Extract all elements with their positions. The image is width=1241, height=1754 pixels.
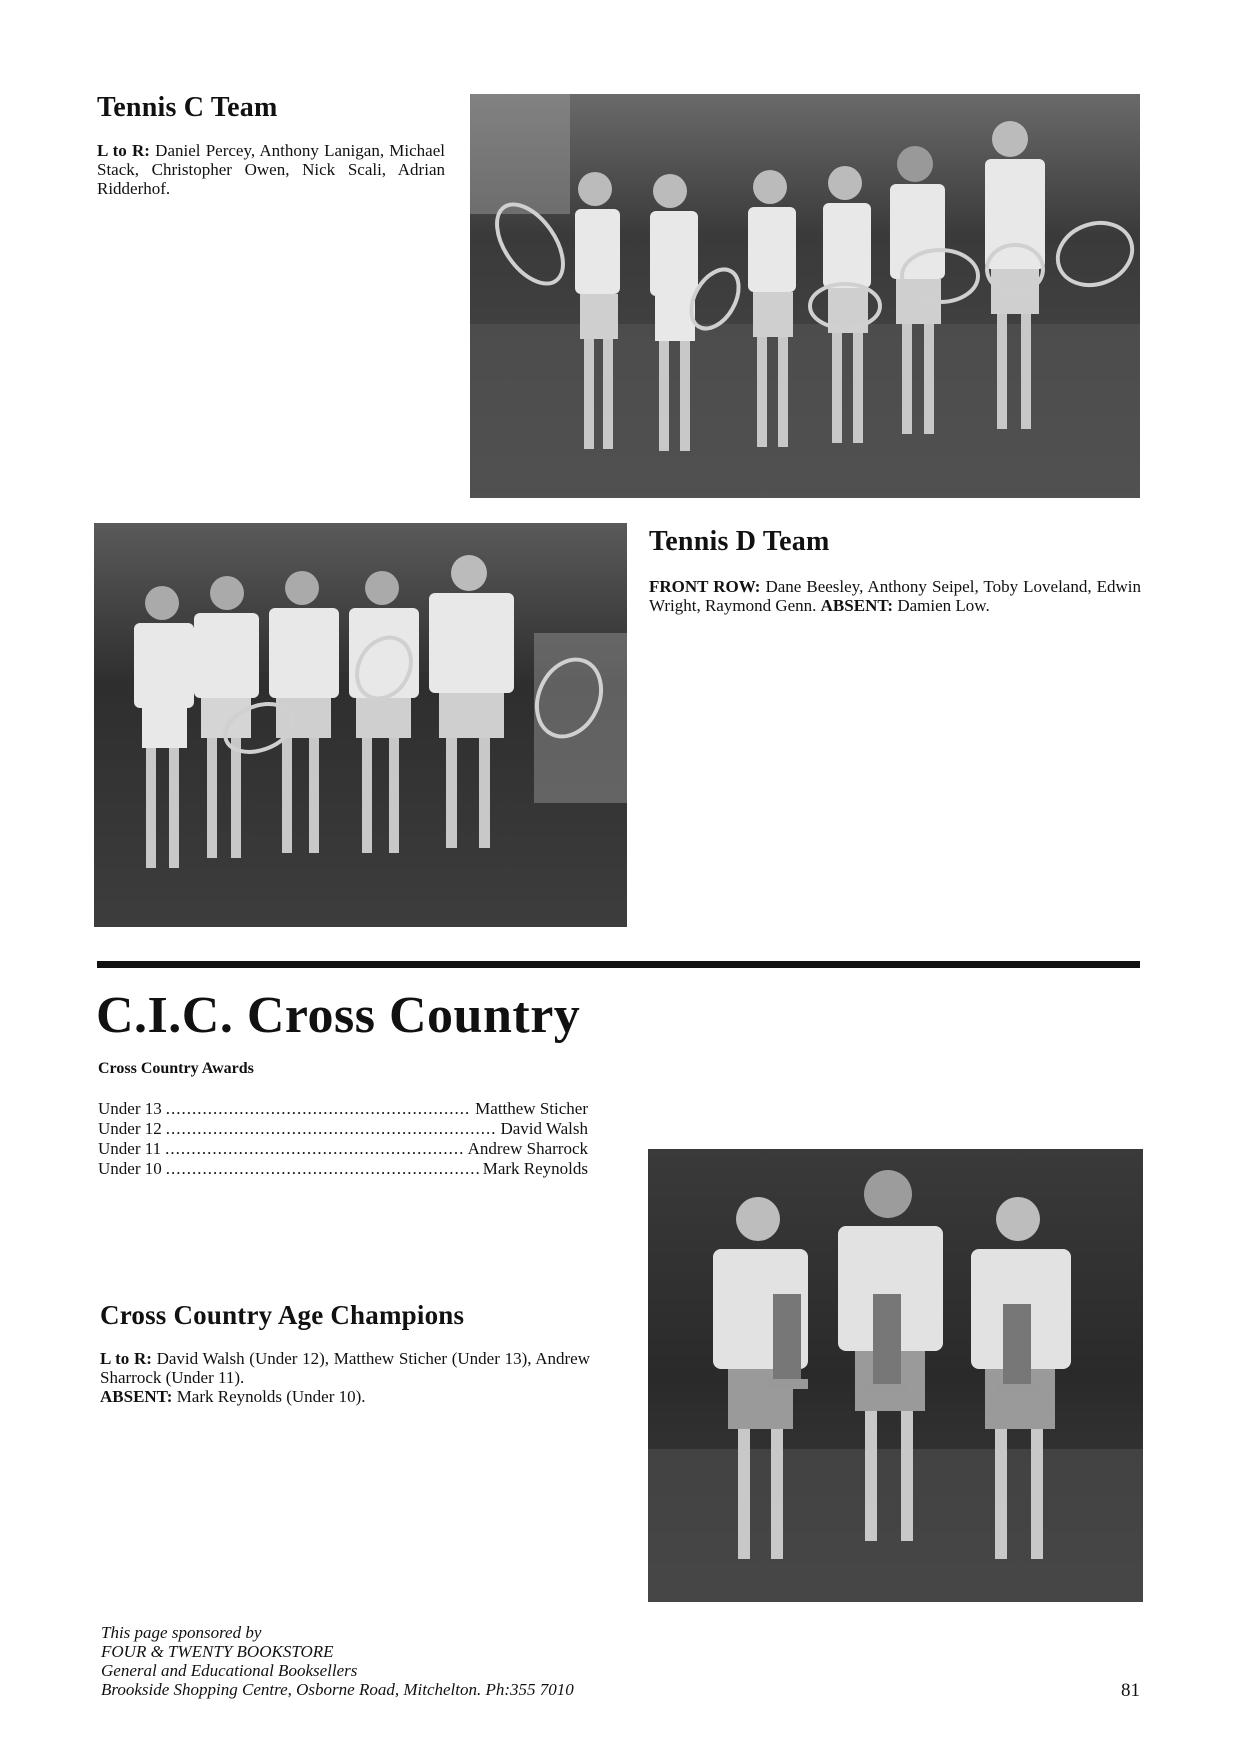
tennis-d-absent-label: ABSENT: bbox=[820, 596, 894, 615]
champions-label: L to R: bbox=[100, 1349, 152, 1368]
tennis-d-title: Tennis D Team bbox=[649, 526, 830, 557]
tennis-c-caption-label: L to R: bbox=[97, 141, 150, 160]
champions-title: Cross Country Age Champions bbox=[100, 1300, 465, 1330]
sponsor-line: General and Educational Booksellers bbox=[101, 1661, 358, 1680]
leader-dots bbox=[166, 1119, 497, 1139]
awards-list bbox=[98, 1099, 588, 1179]
champions-text: David Walsh (Under 12), Matthew Sticher (Under 13), Andrew Sharrock (Under 11). bbox=[100, 1349, 591, 1387]
tennis-d-front-text: Dane Beesley, Anthony Seipel, Toby Loveland, Edwin Wright, Raymond Genn. bbox=[649, 577, 1141, 615]
award-row bbox=[98, 1119, 588, 1139]
leader-dots bbox=[165, 1139, 464, 1159]
award-winner: Matthew Sticher bbox=[475, 1099, 588, 1118]
award-category: Under 12 bbox=[98, 1119, 162, 1138]
champions-absent-text: Mark Reynolds (Under 10). bbox=[172, 1387, 366, 1406]
award-winner: Mark Reynolds bbox=[482, 1159, 588, 1178]
leader-dots bbox=[166, 1099, 471, 1119]
award-category: Under 11 bbox=[98, 1139, 162, 1158]
tennis-d-caption bbox=[649, 577, 1141, 615]
sponsor-block bbox=[101, 1623, 574, 1699]
award-category: Under 10 bbox=[98, 1159, 162, 1178]
champions-photo bbox=[648, 1149, 1143, 1602]
tennis-c-title: Tennis C Team bbox=[97, 92, 278, 123]
tennis-c-caption-text: Daniel Percey, Anthony Lanigan, Michael Stack, Christopher Owen, Nick Scali, Adrian Ridderhof. bbox=[97, 141, 446, 198]
page-number: 81 bbox=[1121, 1680, 1140, 1701]
leader-dots bbox=[166, 1159, 479, 1179]
award-row bbox=[98, 1099, 588, 1119]
award-winner: Andrew Sharrock bbox=[467, 1139, 588, 1158]
sponsor-address: Brookside Shopping Centre, Osborne Road, Mitchelton. Ph:355 7010 bbox=[101, 1680, 574, 1699]
tennis-c-team-photo bbox=[470, 94, 1140, 498]
award-row bbox=[98, 1159, 588, 1179]
tennis-d-team-photo bbox=[94, 523, 627, 927]
tennis-d-absent-text: Damien Low. bbox=[893, 596, 990, 615]
section-divider bbox=[97, 961, 1140, 968]
champions-absent-label: ABSENT: bbox=[100, 1387, 173, 1406]
sponsor-line: This page sponsored by bbox=[101, 1623, 262, 1642]
awards-heading: Cross Country Awards bbox=[98, 1060, 254, 1077]
award-category: Under 13 bbox=[98, 1099, 162, 1118]
cross-country-title: C.I.C. Cross Country bbox=[96, 987, 581, 1044]
tennis-c-caption bbox=[97, 141, 445, 198]
award-row bbox=[98, 1139, 588, 1159]
tennis-d-front-label: FRONT ROW: bbox=[649, 577, 761, 596]
award-winner: David Walsh bbox=[500, 1119, 588, 1138]
champions-caption bbox=[100, 1349, 590, 1406]
sponsor-bookstore: FOUR & TWENTY BOOKSTORE bbox=[101, 1642, 334, 1661]
